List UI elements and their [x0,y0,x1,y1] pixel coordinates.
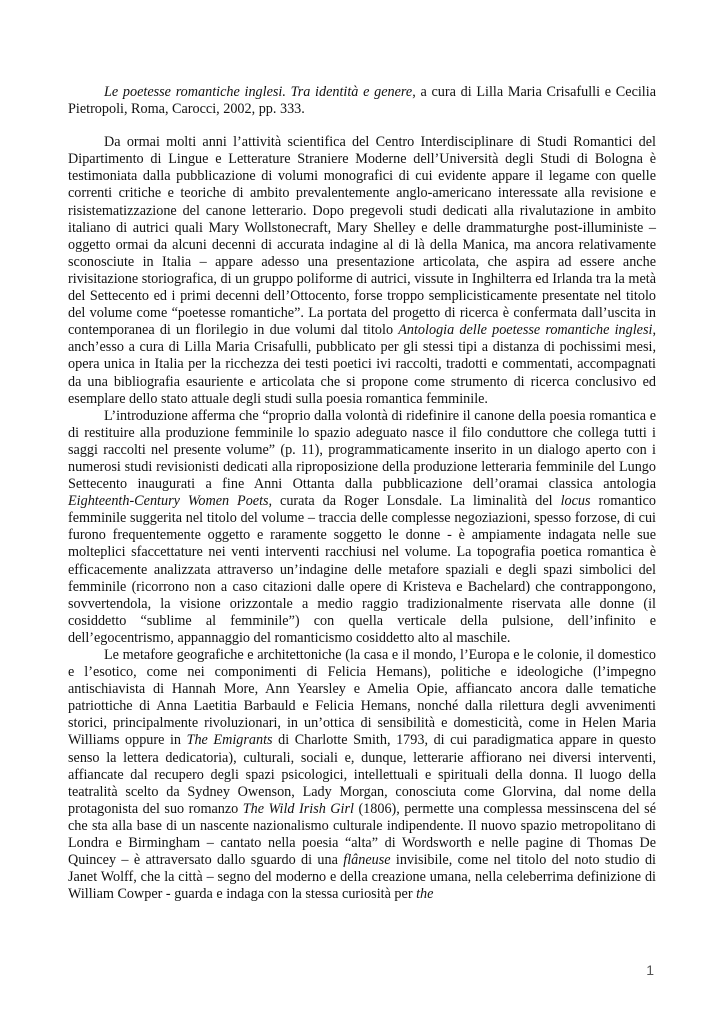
bibliographic-reference [68,84,656,118]
paragraph-text: (1806), permette una complessa messinscena del sé che sta alla base di un nascente nazionalismo culturale indipendente. Il nuovo spazio metropolitano di Londra e Birmingham – cantato nella poesia “alta” di Wordsworth e nelle pagine di Thomas De Quincey – è attraversato dallo sguardo di una [68,800,656,869]
italic-text: The Wild Irish Girl [242,800,354,817]
paragraph-text: Da ormai molti anni l’attività scientifica del Centro Interdisciplinare di Studi Romantici del Dipartimento di Lingue e Letterature Straniere Moderne dell’Università degli Studi di Bologna è testimoniata dalla pubblicazione di volumi monografici di cui evidente appare il legame con quelle correnti critiche e teoriche di ambito prevalentemente anglo-americano interessate alla revisione e risistematizzazione del canone letterario. Dopo pregevoli studi dedicati alla rivalutazione in ambito italiano di autrici quali Mary Wollstonecraft, Mary Shelley e delle drammaturghe post-illuministe – oggetto ormai da alcuni decenni di accurata indagine al di là della Manica, ma ancora relativamente sconosciute in Italia – appare adesso una presentazione articolata, che aspira ad essere anche rivisitazione storiografica, di un gruppo poliforme di autrici, vissute in Inghilterra ed Irlanda tra la metà del Settecento ed i primi decenni dell’Ottocento, forse troppo semplicisticamente presentate nel titolo del volume come “poetesse romantiche”. La portata del progetto di ricerca è confermata dall’uscita in contemporanea di un florilegio in due volumi dal titolo [68,134,656,339]
book-details: , a cura di Lilla Maria Crisafulli e Cecilia Pietropoli, Roma, Carocci, 2002, pp. 333. [68,84,656,118]
body-paragraph [68,647,656,903]
paragraph-text: , curata da Roger Lonsdale. La liminalità del [268,493,561,510]
italic-text: locus [560,493,591,510]
paragraph-text: , anch’esso a cura di Lilla Maria Crisafulli, pubblicato per gli stessi tipi a distanza di pochissimi mesi, opera unica in Italia per la ricchezza dei testi poetici ivi raccolti, tradotti e commentati, accompagnati da una bibliografia esauriente e articolata che si propone come strumento di ricerca conclusivo ed esemplare dello stato attuale degli studi sulla poesia romantica femminile. [68,322,656,407]
paragraph-text: L’introduzione afferma che “proprio dalla volontà di ridefinire il canone della poesia romantica e di restituire alla produzione femminile lo spazio adeguato nasce il filo conduttore che collega tutti i saggi raccolti nel presente volume” (p. 11), programmaticamente inserito in un dialogo aperto con i numerosi studi revisionisti dedicati alla riproposizione della produzione letteraria femminile del Lungo Settecento inaugurati a fine Anni Ottanta dalla pubblicazione dell’oramai classica antologia [68,407,656,493]
italic-text: the [416,886,434,903]
paragraph-text: di Charlotte Smith, 1793, di cui paradigmatica appare in questo senso la lettera dedicatoria), culturali, sociali e, dunque, letterarie affiorano nei diversi interventi, affiancate dal recupero degli spazi psicologici, intellettuali e spirituali della donna. Il luogo della teatralità scelto da Sydney Owenson, Lady Morgan, conosciuta come Glorvina, dal nome della protagonista del suo romanzo [68,732,656,817]
paragraph-text: invisibile, come nel titolo del noto studio di Janet Wolff, che la città – segno del moderno e della creazione umana, nella celeberrima definizione di William Cowper - guarda e indaga con la stessa curiosità per [68,852,656,903]
italic-text: Antologia delle poetesse romantiche inglesi [398,322,653,339]
italic-text: flâneuse [343,852,391,869]
review-body [68,134,656,903]
page-number: 1 [646,962,654,978]
italic-text: The Emigrants [186,732,273,749]
paragraph-text: romantico femminile suggerita nel titolo del volume – traccia delle complesse negoziazioni, spesso forzose, di cui furono frequentemente oggetto e raramente soggetto le donne - è ampiamente indagata nelle sue molteplici sfaccettature nei venti interventi racchiusi nel volume. La topografia poetica romantica è efficacemente analizzata attraverso un’indagine delle metafore spaziali e degli spazi simbolici del femminile (ricorrono non a caso citazioni dalle opere di Kristeva e Bachelard) che contrappongono, sovvertendola, la visione orizzontale a medio raggio tradizionalmente riservata alle donne (il cosiddetto “sublime al femminile”) con quella verticale della pulsione, dell’infinito e dell’egocentrismo, appannaggio del romanticismo cosiddetto alto al maschile. [68,493,656,646]
italic-text: Eighteenth-Century Women Poets [68,493,269,510]
book-title: Le poetesse romantiche inglesi. Tra identità e genere [104,84,413,100]
body-paragraph [68,408,656,647]
paragraph-text: Le metafore geografiche e architettoniche (la casa e il mondo, l’Europa e le colonie, il domestico e l’esotico, come nei componimenti di Felicia Hemans), politiche e ideologiche (l’impegno antischiavista di Hannah More, Ann Yearsley e Amelia Opie, affiancato ancora dalle tematiche patriottiche di Anna Laetitia Barbauld e Felicia Hemans, nonché dalla rilettura degli avvenimenti storici, principalmente rivoluzionari, in un’ottica di sensibilità e domesticità, come in Helen Maria Williams oppure in [68,647,656,749]
body-paragraph [68,134,656,408]
